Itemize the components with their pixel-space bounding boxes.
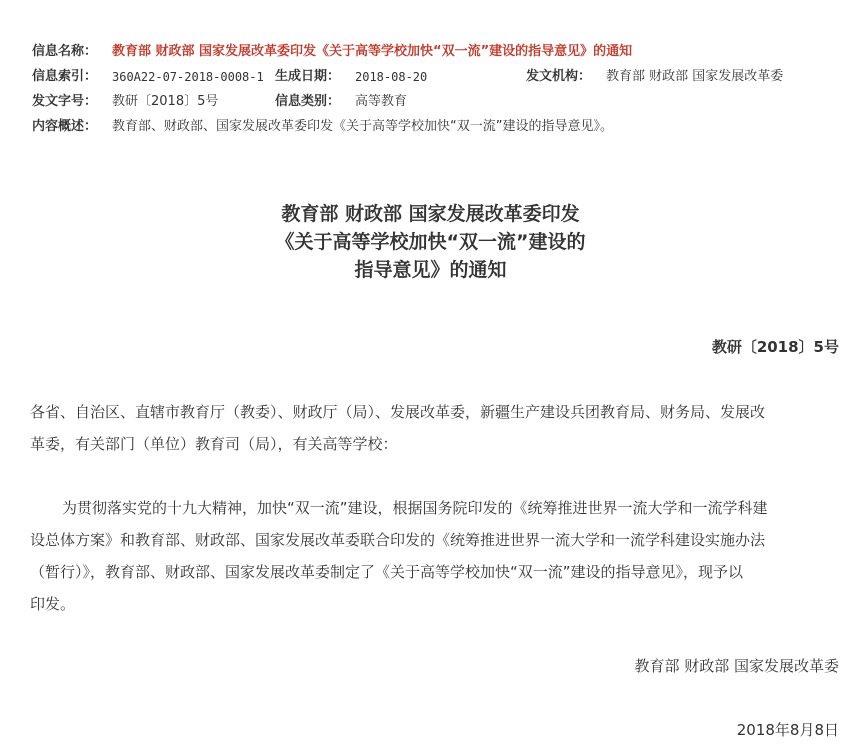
info-index-value: 360A22-07-2018-0008-1	[112, 70, 264, 84]
doc-number-label: 发文字号：	[32, 94, 98, 109]
document-number: 教研〔2018〕5号	[711, 338, 839, 356]
document-title-line: 《关于高等学校加快“双一流”建设的	[275, 231, 586, 253]
document-title	[0, 200, 861, 284]
info-metadata-panel	[0, 0, 861, 150]
addressee-paragraph	[30, 396, 840, 460]
body-line: 设总体方案》和教育部、财政部、国家发展改革委联合印发的《统筹推进世界一流大学和一流学科建设实施办法	[30, 531, 766, 549]
generated-date-value: 2018-08-20	[355, 70, 428, 84]
body-paragraph	[30, 492, 840, 620]
addressee-line: 革委，有关部门（单位）教育司（局），有关高等学校：	[30, 435, 398, 453]
summary-label: 内容概述：	[32, 119, 98, 134]
generated-date-label: 生成日期：	[275, 69, 341, 84]
info-name-value: 教育部 财政部 国家发展改革委印发《关于高等学校加快“双一流”建设的指导意见》的通知	[112, 44, 633, 59]
issuing-agency-label: 发文机构：	[526, 69, 592, 84]
info-index-label: 信息索引：	[32, 69, 98, 84]
info-name-label: 信息名称：	[32, 44, 98, 59]
doc-number-value: 教研〔2018〕5号	[112, 94, 219, 109]
signature-date: 2018年8月8日	[736, 721, 839, 739]
issuing-agency-value: 教育部 财政部 国家发展改革委	[606, 69, 784, 84]
info-category-label: 信息类别：	[275, 94, 341, 109]
info-category-value: 高等教育	[355, 94, 408, 109]
body-line: （暂行）》，教育部、财政部、国家发展改革委制定了《关于高等学校加快“双一流”建设的指导意见》，现予以	[30, 563, 744, 581]
body-line: 为贯彻落实党的十九大精神，加快“双一流”建设，根据国务院印发的《统筹推进世界一流大学和一流学科建	[62, 499, 768, 517]
addressee-line: 各省、自治区、直辖市教育厅（教委）、财政厅（局）、发展改革委，新疆生产建设兵团教育局、财务局、发展改	[30, 403, 766, 421]
body-line: 印发。	[30, 595, 76, 613]
signature: 教育部 财政部 国家发展改革委	[634, 657, 839, 675]
document-title-line: 教育部 财政部 国家发展改革委印发	[281, 203, 580, 225]
document-title-line: 指导意见》的通知	[354, 259, 507, 281]
summary-value: 教育部、财政部、国家发展改革委印发《关于高等学校加快“双一流”建设的指导意见》。	[112, 119, 613, 134]
